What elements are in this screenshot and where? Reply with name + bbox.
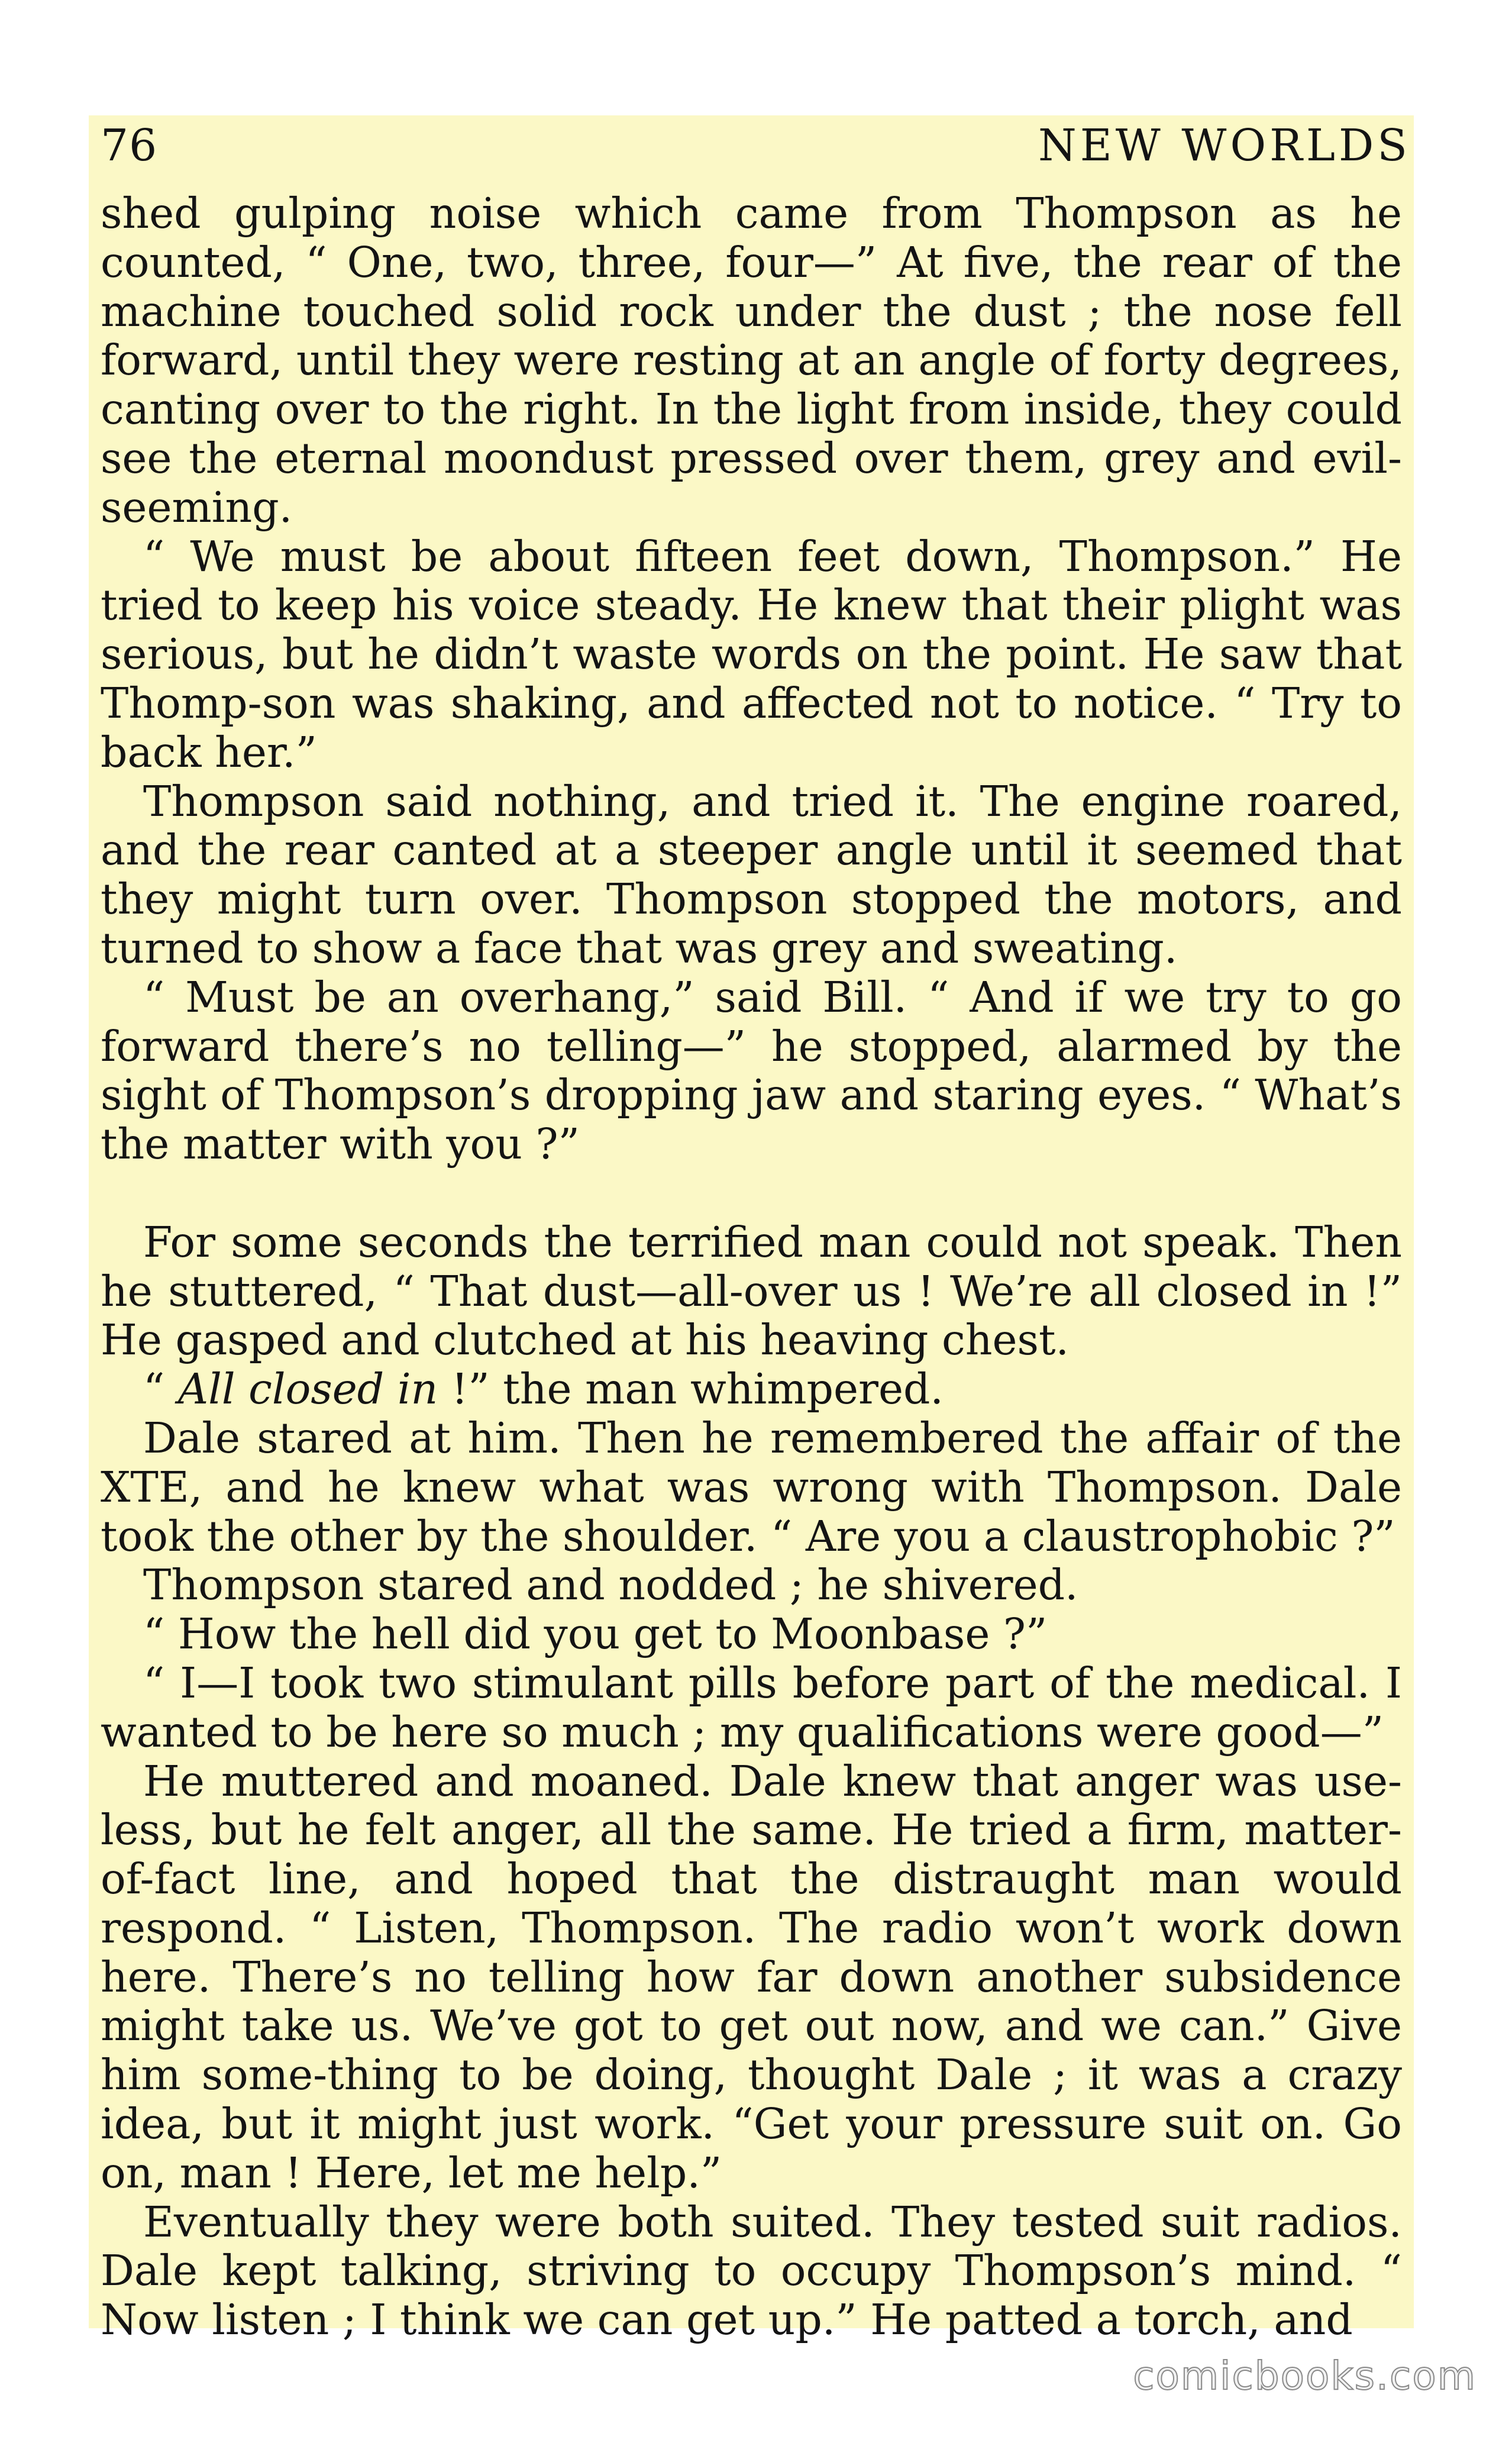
paragraph: For some seconds the terrified man could not speak. Then he stuttered, “ That dust—all-over us ! We’re all closed in !” He gasped and clutched at his heaving chest. [101, 1217, 1402, 1365]
paragraph: Thompson said nothing, and tried it. The engine roared, and the rear canted at a steeper angle until it seemed that they might turn over. Thompson stopped the motors, and turned to show a face that was grey and sweating. [101, 776, 1402, 973]
paragraph-whimper [101, 1365, 1402, 1414]
paragraph: shed gulping noise which came from Thompson as he counted, “ One, two, three, four—” At five, the rear of the machine touched solid rock under the dust ; the nose fell forward, until they were resting at an angle of forty degrees, canting over to the right. In the light from inside, they could see the eternal moondust pressed over them, grey and evil-seeming. [101, 189, 1402, 532]
story-text [101, 189, 1402, 2345]
magazine-page [89, 115, 1414, 2345]
paragraph: “ How the hell did you get to Moonbase ?” [143, 1609, 1048, 1659]
paragraph: He muttered and moaned. Dale knew that anger was use-less, but he felt anger, all the same. He tried a firm, matter-of-fact line, and hoped that the distraught man would respond. “ Listen, Thompson. The radio won’t work down here. There’s no telling how far down another subsidence might take us. We’ve got to get out now, and we can.” Give him some-thing to be doing, thought Dale ; it was a crazy idea, but it might just work. “Get your pressure suit on. Go on, man ! Here, let me help.” [101, 1756, 1402, 2197]
paragraph: Dale stared at him. Then he remembered the affair of the XTE, and he knew what was wrong with Thompson. Dale took the other by the shoulder. “ Are you a claustrophobic ?” [101, 1413, 1402, 1561]
running-head: NEW WORLDS [1038, 120, 1411, 171]
paragraph: “ I—I took two stimulant pills before part of the medical. I wanted to be here so much ; my qualifications were good—” [101, 1658, 1402, 1757]
paragraph: Thompson stared and nodded ; he shivered. [143, 1560, 1078, 1610]
whimper-rest: !” the man whimpered. [438, 1364, 944, 1414]
watermark-logo: comicbooks.com [1133, 2353, 1477, 2399]
whimper-open-quote: “ [143, 1364, 178, 1414]
page-number: 76 [101, 120, 158, 171]
paragraph: “ Must be an overhang,” said Bill. “ And if we try to go forward there’s no telling—” he stopped, alarmed by the sight of Thompson’s dropping jaw and staring eyes. “ What’s the matter with you ?” [101, 972, 1402, 1169]
paragraph: “ We must be about fifteen feet down, Thompson.” He tried to keep his voice steady. He knew that their plight was serious, but he didn’t waste words on the point. He saw that Thomp-son was shaking, and affected not to notice. “ Try to back her.” [101, 531, 1402, 777]
page-header [101, 115, 1411, 189]
paragraph: Eventually they were both suited. They tested suit radios. Dale kept talking, striving to occupy Thompson’s mind. “ Now listen ; I think we can get up.” He patted a torch, and [101, 2197, 1402, 2345]
whimper-italic: All closed in [177, 1364, 438, 1414]
